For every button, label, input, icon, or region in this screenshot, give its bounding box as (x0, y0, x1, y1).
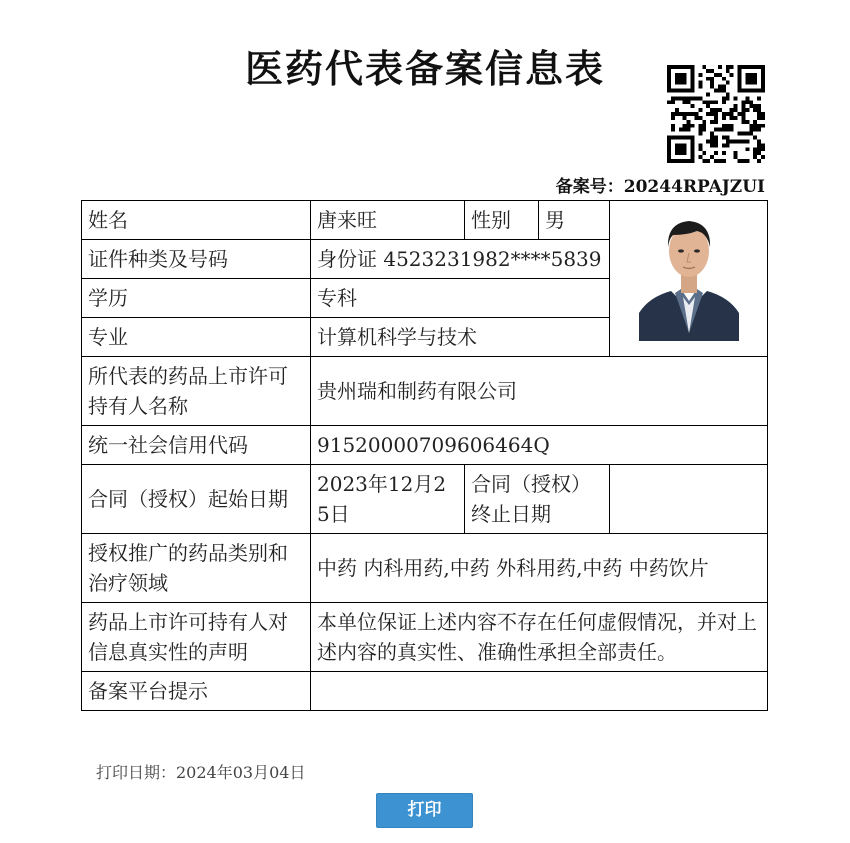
start-label: 合同（授权）起始日期 (82, 465, 311, 534)
row-scope (82, 534, 768, 603)
photo-cell (610, 201, 768, 357)
record-number-value: 20244RPAJZUI (623, 177, 765, 197)
major-value: 计算机科学与技术 (311, 318, 610, 357)
name-value: 唐来旺 (311, 201, 465, 240)
credit-label: 统一社会信用代码 (82, 426, 311, 465)
statement-value: 本单位保证上述内容不存在任何虚假情况，并对上述内容的真实性、准确性承担全部责任。 (311, 603, 768, 672)
scope-value: 中药 内科用药,中药 外科用药,中药 中药饮片 (311, 534, 768, 603)
row-contract (82, 465, 768, 534)
education-label: 学历 (82, 279, 311, 318)
row-holder (82, 357, 768, 426)
name-label: 姓名 (82, 201, 311, 240)
notice-label: 备案平台提示 (82, 672, 311, 711)
qr-code-icon (667, 65, 765, 163)
holder-value: 贵州瑞和制药有限公司 (311, 357, 768, 426)
id-label: 证件种类及号码 (82, 240, 311, 279)
avatar (639, 205, 739, 341)
statement-label: 药品上市许可持有人对信息真实性的声明 (82, 603, 311, 672)
notice-value (311, 672, 768, 711)
holder-label: 所代表的药品上市许可持有人名称 (82, 357, 311, 426)
record-number-label: 备案号： (555, 177, 624, 197)
credit-value: 91520000709606464Q (311, 426, 768, 465)
print-date: 打印日期：2024年03月04日 (96, 763, 306, 782)
end-label: 合同（授权）终止日期 (465, 465, 610, 534)
gender-value: 男 (539, 201, 610, 240)
info-table (81, 200, 768, 711)
major-label: 专业 (82, 318, 311, 357)
start-value: 2023年12月25日 (311, 465, 465, 534)
page-title: 医药代表备案信息表 (244, 46, 605, 91)
scope-label: 授权推广的药品类别和治疗领域 (82, 534, 311, 603)
id-value: 身份证 4523231982****5839 (311, 240, 610, 279)
row-notice (82, 672, 768, 711)
print-button[interactable]: 打印 (376, 793, 473, 828)
row-credit (82, 426, 768, 465)
education-value: 专科 (311, 279, 610, 318)
gender-label: 性别 (465, 201, 539, 240)
row-name (82, 201, 768, 240)
row-statement (82, 603, 768, 672)
end-value (610, 465, 768, 534)
record-number (556, 172, 765, 197)
